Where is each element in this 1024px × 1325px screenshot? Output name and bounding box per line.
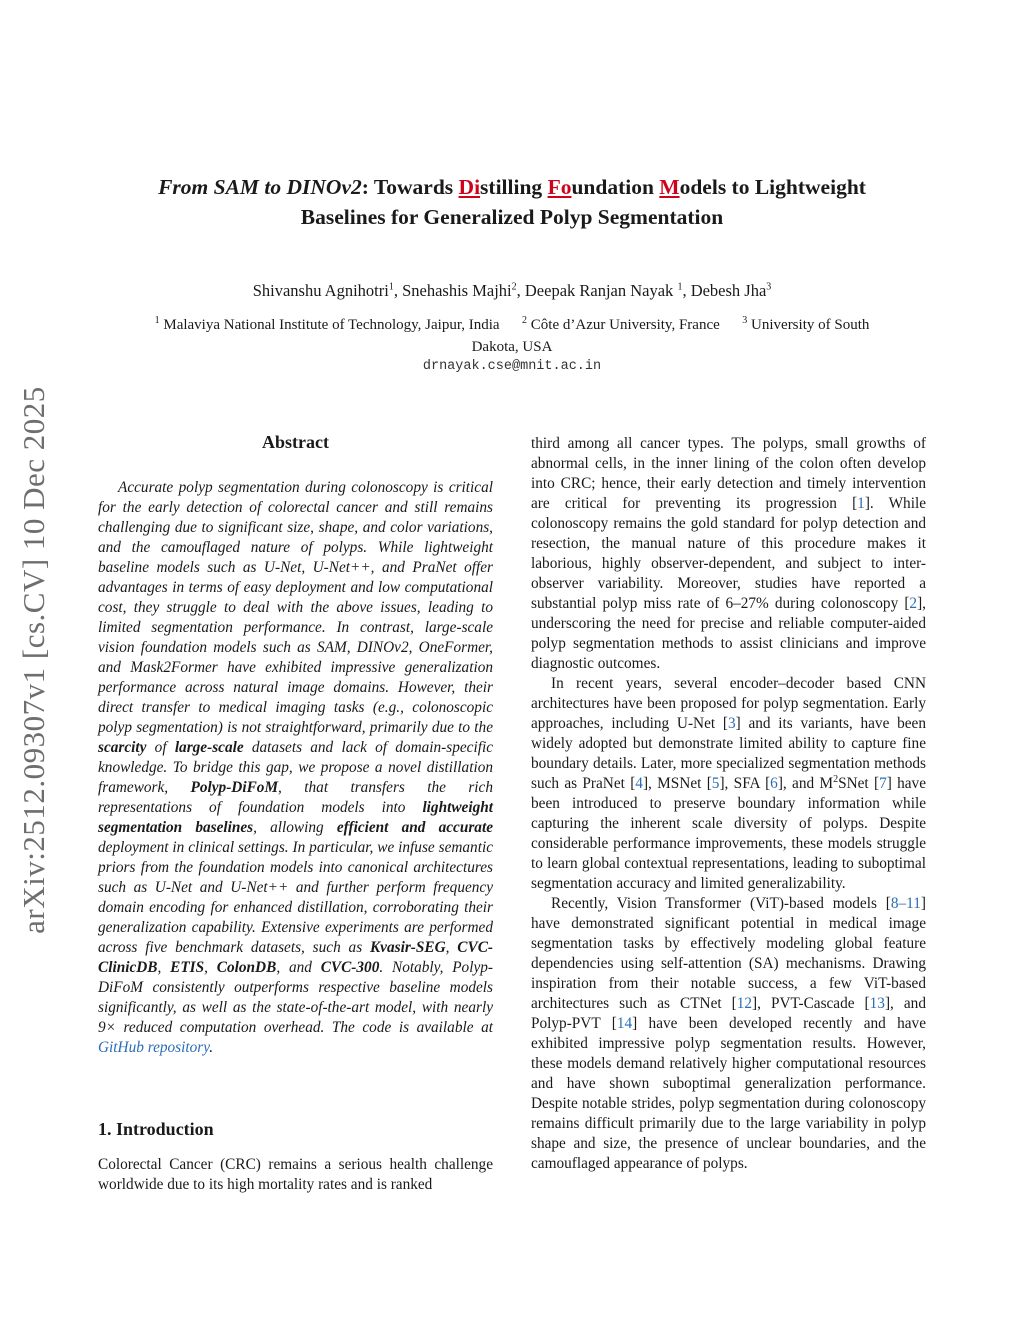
citation-link[interactable]: 12 [736,995,753,1012]
author-4: , Debesh Jha [682,281,767,300]
author-1: Shivanshu Agnihotri [252,281,389,300]
intro-left-text: Colorectal Cancer (CRC) remains a serious health challenge worldwide due to its high mortality rates and is ranked [98,1156,493,1193]
p3-text-c: ], PVT-Cascade [ [752,995,870,1012]
affil-2-num: 2 [522,315,528,326]
p2-text-e: ], and M [777,775,834,792]
citation-link[interactable]: 7 [879,775,887,792]
intro-paragraph-2 [531,674,926,894]
affil-1: Malaviya National Institute of Technology, Jaipur, India [159,317,500,333]
abstract-text-8: , [157,959,171,976]
p2-text-c: ], MSNet [ [642,775,712,792]
title-seg-b: stilling [480,175,548,199]
author-3: , Deepak Ranjan Nayak [516,281,678,300]
p3-text-e: ] have been developed recently and have exhibited impressive polyp segmentation results. However, these models demand relatively higher computational resources and have shown suboptimal generalization performance. Despite notable strides, polyp segmentation during colonoscopy remains difficult primarily due to the large variability in polyp shape and size, the presence of unclear boundaries, and the camouflaged appearance of polyps. [531,1015,927,1172]
author-1-affil: 1 [388,281,394,293]
title-line2: Baselines for Generalized Polyp Segmentation [300,205,724,229]
title-seg-c: undation [571,175,660,199]
intro-paragraph-3 [531,894,926,1174]
abstract-text-5: , allowing [253,819,337,836]
citation-link[interactable]: 4 [635,775,643,792]
p2-text-a: In recent years, several encoder–decoder based CNN architectures have been proposed for polyp segmentation. Early approaches, including U-Net [ [531,675,926,732]
p1-text-c: ], underscoring the need for precise and reliable computer-aided polyp segmentation methods to assist clinicians and improve diagnostic outcomes. [531,595,926,672]
p3-text-b: ] have demonstrated significant potential in medical image segmentation tasks by effectively modeling global feature dependencies using self-attention (SA) mechanisms. Drawing inspiration from their notable success, a few ViT-based architectures such as CTNet [ [531,895,926,1012]
title-highlight-fo: Fo [547,175,572,199]
github-link[interactable]: GitHub repository [98,1039,210,1056]
abstract-text-2: of [146,739,175,756]
abstract-text-7: , [445,939,458,956]
superscript: 2 [833,773,839,785]
abstract-text-9: , [204,959,217,976]
author-4-affil: 3 [766,281,772,293]
contact-email[interactable]: drnayak.cse@mnit.ac.in [422,359,602,374]
author-2: , Snehashis Majhi [393,281,512,300]
abstract-bold-4: lightweight segmentation baselines [98,799,493,836]
citation-link[interactable]: 5 [711,775,720,792]
p3-text-a: Recently, Vision Transformer (ViT)-based models [ [551,895,891,912]
abstract-bold-5: efficient and accurate [336,819,493,836]
p3-text-d: ], and Polyp-PVT [ [531,995,926,1032]
abstract-bold-8: ETIS [170,959,205,976]
abstract-bold-1: scarcity [98,739,147,756]
citation-link[interactable]: 8–11 [890,895,921,912]
p2-text-b: ] and its variants, have been widely adopted but demonstrate limited ability to capture fine boundary details. Later, more specialized segmentation methods such as PraNet [ [531,715,926,792]
abstract-text-3: datasets and lack of domain-specific knowledge. To bridge this gap, we propose a novel distillation framework, [98,739,493,796]
abstract-body [98,478,493,1058]
arxiv-identifier: arXiv:2512.09307v1 [cs.CV] 10 Dec 2025 [16,386,51,934]
p2-text-d: ], SFA [ [719,775,771,792]
title-highlight-m: M [659,175,680,199]
title-seg-a: : Towards [361,175,459,199]
citation-link[interactable]: 14 [616,1015,633,1032]
abstract-text-12: . [209,1039,214,1056]
title-italic: From SAM to DINOv2 [158,175,362,199]
p2-text-g: ] have been introduced to preserve boundary information while capturing the inherent scale diversity of polyps. Despite considerable performance improvements, these models struggle to learn global contextual representations, leading to suboptimal segmentation accuracy and limited generalizability. [531,775,927,892]
abstract-bold-6: Kvasir-SEG [369,939,446,956]
author-list [90,280,934,302]
abstract-bold-9: ColonDB [216,959,277,976]
citation-link[interactable]: 2 [909,595,918,612]
citation-link[interactable]: 1 [857,495,865,512]
right-column [531,434,926,1174]
abstract-text-11: . Notably, Polyp-DiFoM consistently outperforms respective baseline models significantly, as well as the state-of-the-art model, with nearly 9× reduced computation overhead. The code is available at [98,959,493,1036]
affil-1-num: 1 [154,315,160,326]
p1-text-b: ]. While colonoscopy remains the gold standard for polyp detection and resection, the manual nature of this procedure makes it laborious, highly observer-dependent, and subject to inter-observer variability. Moreover, studies have reported a substantial polyp miss rate of 6–27% during colonoscopy [ [531,495,926,612]
abstract-bold-10: CVC-300 [320,959,380,976]
p2-text-f: SNet [ [838,775,880,792]
abstract-bold-2: large-scale [174,739,244,756]
abstract-text-10: , and [276,959,321,976]
citation-link[interactable]: 13 [869,995,885,1012]
author-3-affil: 1 [677,281,683,293]
abstract-text-1: Accurate polyp segmentation during colonoscopy is critical for the early detection of colorectal cancer and still remains challenging due to significant size, shape, and color variations, and the camouflaged nature of polyps. While lightweight baseline models such as U-Net, U-Net++, and PraNet offer advantages in terms of easy deployment and low computational cost, they struggle to deal with the above issues, leading to limited segmentation performance. In contrast, large-scale vision foundation models such as SAM, DINOv2, OneFormer, and Mask2Former have exhibited impressive generalization performance across natural image domains. However, their direct transfer to medical imaging tasks (e.g., colonoscopic polyp segmentation) is not straightforward, primarily due to the [98,479,493,736]
affil-3: University of South Dakota, USA [471,317,870,355]
title-highlight-di: Di [458,175,481,199]
p1-text-a: third among all cancer types. The polyps, small growths of abnormal cells, in the inner lining of the colon often develop into CRC; hence, their early detection and timely intervention are critical for preventing its progression [ [531,435,926,512]
abstract-bold-3: Polyp-DiFoM [190,779,279,796]
author-2-affil: 2 [511,281,517,293]
arxiv-sidebar [10,360,58,960]
affiliations [130,314,894,358]
affil-2: Côte d’Azur University, France [527,317,720,333]
title-seg-d: odels to Lightweight [679,175,866,199]
intro-paragraph-1 [531,434,926,674]
abstract-text-4: , that transfers the rich representations of foundation models into [98,779,493,816]
section-heading-introduction: 1. Introduction [98,1119,214,1139]
paper-title [90,172,934,232]
citation-link[interactable]: 6 [770,775,778,792]
affil-3-num: 3 [742,315,748,326]
abstract-heading: Abstract [262,432,329,452]
abstract-bold-7: CVC-ClinicDB [98,939,493,976]
abstract-text-6: deployment in clinical settings. In particular, we infuse semantic priors from the foundation models into canonical architectures such as U-Net and U-Net++ and further perform frequency domain encoding for enhanced distillation, corroborating their generalization capability. Extensive experiments are performed across five benchmark datasets, such as [98,839,493,956]
citation-link[interactable]: 3 [727,715,736,732]
